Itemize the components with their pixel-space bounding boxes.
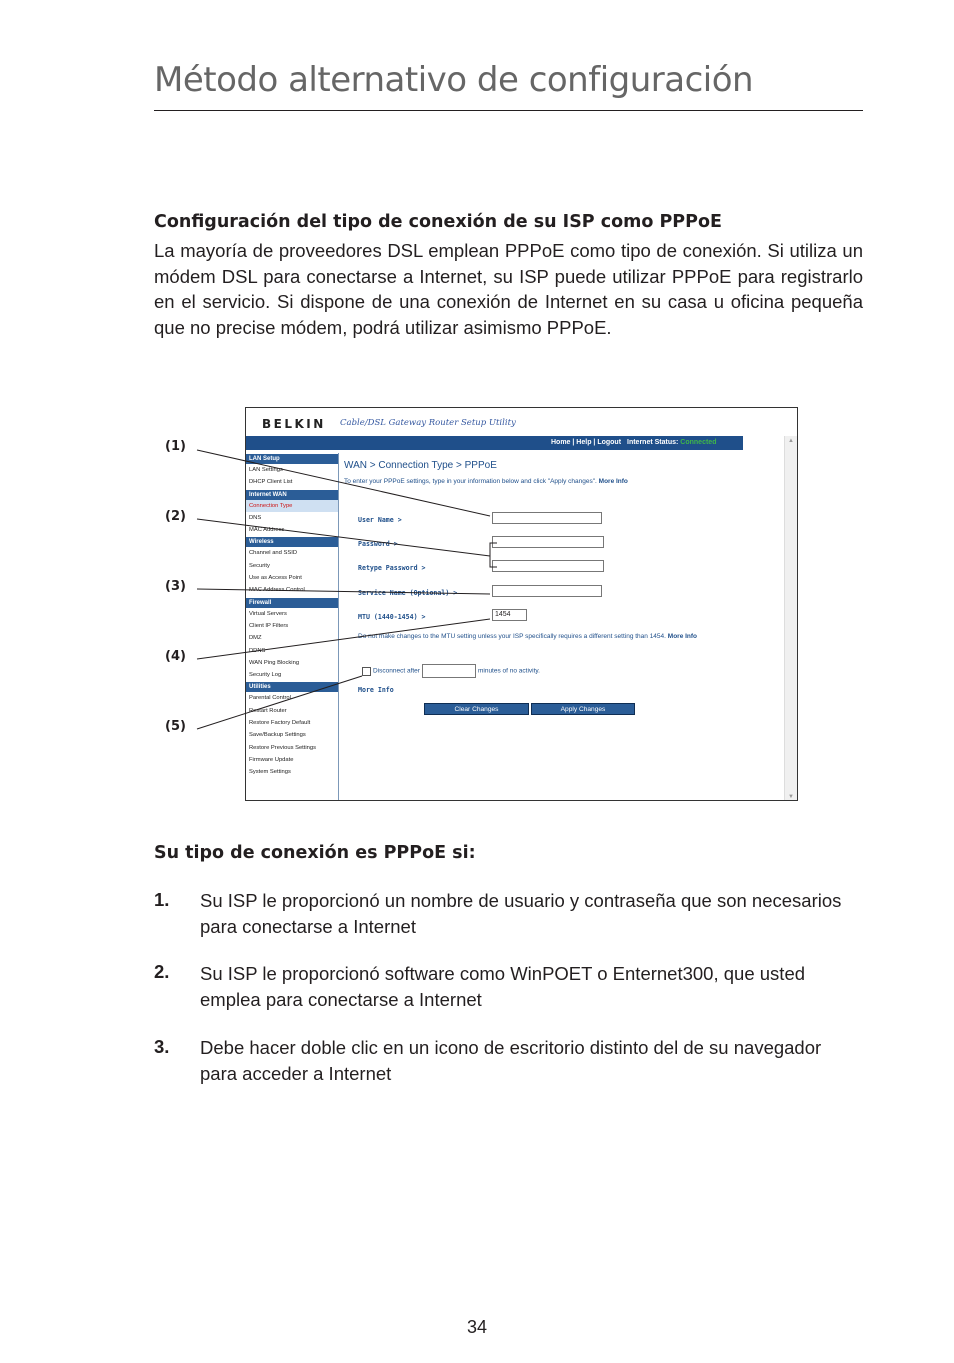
callout-3: (3): [165, 579, 186, 594]
callout-5: (5): [165, 719, 186, 734]
pppoe-conditions-heading: Su tipo de conexión es PPPoE si:: [154, 843, 476, 863]
scroll-up-icon[interactable]: ▲: [788, 438, 794, 444]
logo-tagline: Cable/DSL Gateway Router Setup Utility: [340, 418, 516, 428]
service-name-label: Service Name (Optional) >: [358, 589, 458, 597]
disconnect-row: [362, 664, 540, 678]
list-item-2: Su ISP le proporcionó software como WinPOET o Enternet300, que usted emplea para conectarse a Internet: [200, 963, 806, 1010]
sidebar-item[interactable]: MAC Address: [249, 527, 285, 534]
sidebar-section-header: LAN Setup: [246, 454, 338, 464]
section-heading-pppoe: Configuración del tipo de conexión de su ISP como PPPoE: [154, 212, 722, 232]
instructions-text: To enter your PPPoE settings, type in your information below and click "Apply changes".: [344, 478, 597, 485]
status-value: Connected: [680, 439, 717, 446]
user-name-input[interactable]: [492, 512, 602, 524]
sidebar-item[interactable]: WAN Ping Blocking: [249, 659, 300, 666]
list-item-1: Su ISP le proporcionó un nombre de usuario y contraseña que son necesarios para conectarse a Internet: [200, 890, 842, 937]
password-label: Password >: [358, 540, 398, 548]
sidebar-item[interactable]: Restore Previous Settings: [249, 744, 317, 751]
retype-password-input[interactable]: [492, 560, 604, 572]
retype-password-label: Retype Password >: [358, 564, 426, 572]
status-label: Internet Status:: [627, 439, 679, 446]
disconnect-label: Disconnect after: [373, 667, 420, 675]
callout-2: (2): [165, 509, 186, 524]
apply-changes-button[interactable]: Apply Changes: [531, 703, 635, 715]
disconnect-suffix: minutes of no activity.: [477, 667, 540, 675]
sidebar-item[interactable]: Virtual Servers: [249, 610, 287, 617]
sidebar-item[interactable]: DDNS: [249, 647, 266, 654]
router-screenshot: [245, 407, 798, 801]
list-number-1: 1.: [154, 889, 170, 910]
top-bar: [246, 436, 743, 450]
sidebar-item[interactable]: Client IP Filters: [249, 622, 289, 629]
sidebar-item[interactable]: LAN Settings: [249, 467, 283, 473]
content-title: WAN > Connection Type > PPPoE: [344, 460, 497, 471]
more-info-link[interactable]: More Info: [598, 478, 628, 485]
sidebar-item[interactable]: MAC Address Control: [249, 587, 305, 594]
sidebar-item[interactable]: Parental Control: [249, 695, 291, 702]
sidebar-item[interactable]: Restart Router: [249, 707, 287, 714]
service-name-input[interactable]: [492, 585, 602, 597]
callout-4: (4): [165, 649, 186, 664]
sidebar-item[interactable]: Firmware Update: [249, 756, 294, 763]
list-number-2: 2.: [154, 961, 170, 982]
sidebar-item[interactable]: Use as Access Point: [249, 575, 302, 582]
disconnect-minutes-input[interactable]: [422, 664, 476, 678]
internet-status: [627, 436, 716, 450]
sidebar-item[interactable]: Restore Factory Default: [249, 720, 311, 727]
mtu-note-text: Do not make changes to the MTU setting unless your ISP specifically requires a different setting than 1454.: [358, 633, 666, 640]
sidebar-item[interactable]: Channel and SSID: [249, 550, 298, 557]
scrollbar[interactable]: [784, 436, 797, 801]
callout-1: (1): [165, 439, 186, 454]
pppoe-form: [344, 460, 744, 760]
list-number-3: 3.: [154, 1036, 170, 1057]
sidebar-item[interactable]: DMZ: [249, 635, 262, 642]
sidebar-item[interactable]: DNS: [249, 514, 262, 521]
sidebar-section-header: Firewall: [246, 598, 338, 608]
sidebar-item[interactable]: System Settings: [249, 769, 291, 776]
more-info-bottom-link[interactable]: More Info: [358, 686, 394, 694]
intro-paragraph: La mayoría de proveedores DSL emplean PPPoE como tipo de conexión. Si utiliza un módem DSL para conectarse a Internet, su ISP puede utilizar PPPoE para registrarlo en el servicio. Si dispone de una conexión de Internet en su casa u oficina pequeña que no precise módem, podrá utilizar asimismo PPPoE.: [154, 240, 863, 338]
sidebar-section-header: Wireless: [246, 537, 338, 547]
disconnect-checkbox[interactable]: [362, 667, 371, 676]
top-links[interactable]: Home | Help | Logout: [551, 439, 622, 446]
belkin-logo: BELKIN: [262, 417, 326, 431]
sidebar-item[interactable]: Connection Type: [246, 500, 338, 512]
sidebar-section-header: Utilities: [246, 682, 338, 692]
mtu-note: [358, 633, 698, 642]
scroll-down-icon[interactable]: ▼: [788, 794, 794, 800]
list-item-3: Debe hacer doble clic en un icono de escritorio distinto del de su navegador para acceder a Internet: [200, 1037, 822, 1084]
mtu-label: MTU (1440-1454) >: [358, 613, 426, 621]
page-number: 34: [466, 1317, 488, 1337]
sidebar-section-header: Internet WAN: [246, 490, 338, 500]
sidebar-item[interactable]: DHCP Client List: [249, 479, 293, 486]
sidebar-item[interactable]: Save/Backup Settings: [249, 732, 306, 739]
user-name-label: User Name >: [358, 516, 402, 524]
password-input[interactable]: [492, 536, 604, 548]
clear-changes-button[interactable]: Clear Changes: [424, 703, 529, 715]
title-rule: [154, 110, 863, 111]
sidebar-item[interactable]: Security Log: [249, 672, 282, 679]
sidebar-item[interactable]: Security: [249, 562, 270, 569]
sidebar-nav: [246, 453, 339, 801]
mtu-more-info-link[interactable]: More Info: [667, 633, 698, 640]
page-title: Método alternativo de configuración: [154, 60, 754, 100]
mtu-input[interactable]: 1454: [492, 609, 527, 621]
